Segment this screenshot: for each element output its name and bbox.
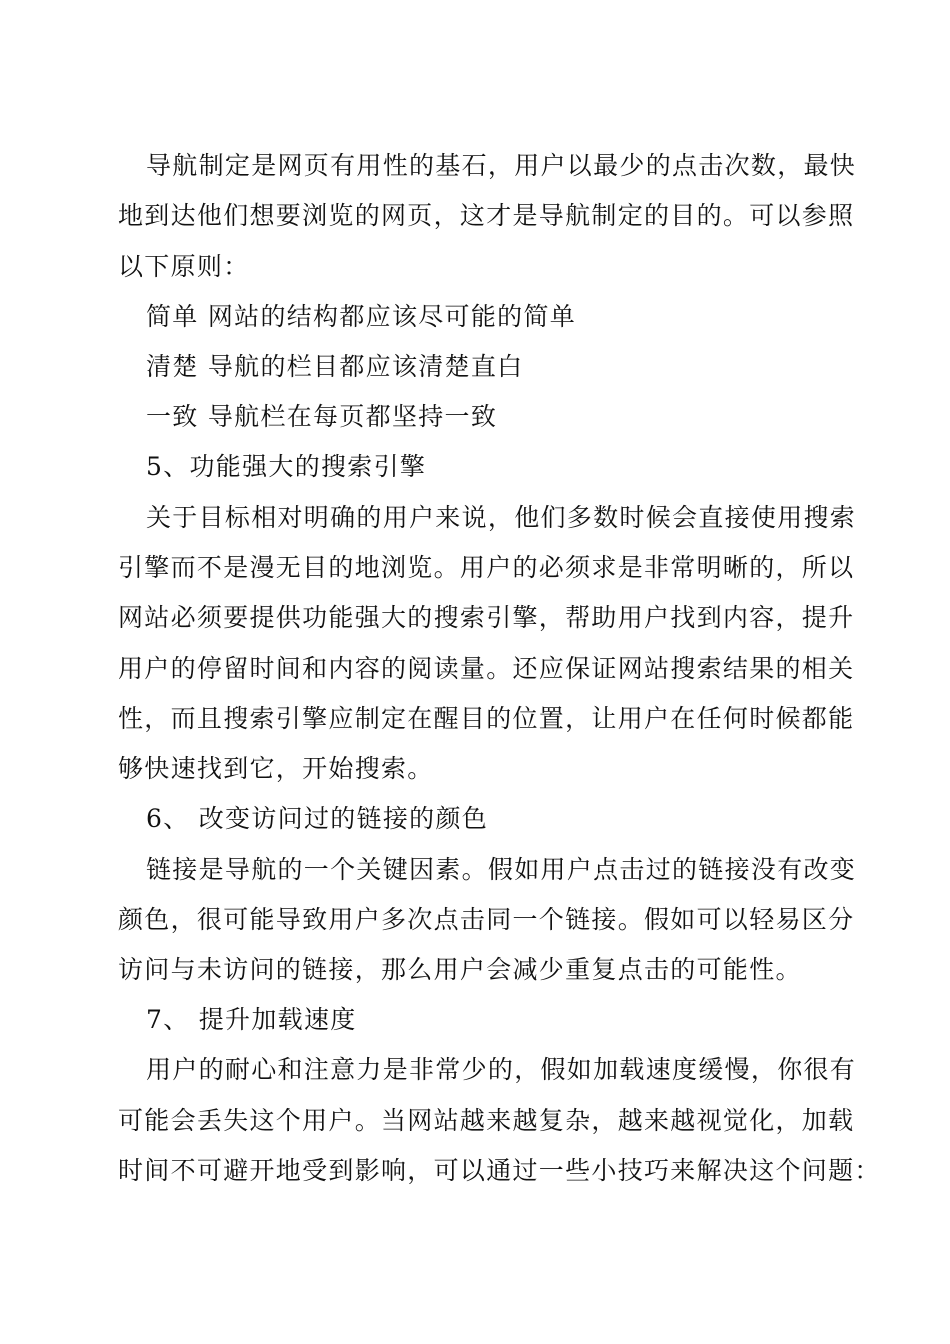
paragraph-line: 用户的耐心和注意力是非常少的，假如加载速度缓慢，你很有 [146,1055,857,1084]
paragraph-line: 时间不可避开地受到影响，可以通过一些小技巧来解决这个问题： [118,1156,881,1185]
paragraph-line: 关于目标相对明确的用户来说，他们多数时候会直接使用搜索 [146,503,857,532]
paragraph-line: 地到达他们想要浏览的网页，这才是导航制定的目的。可以参照 [118,201,855,230]
paragraph-line: 简单 网站的结构都应该尽可能的简单 [146,302,577,331]
paragraph-line: 访问与未访问的链接，那么用户会减少重复点击的可能性。 [118,955,802,984]
section-heading: 6、 改变访问过的链接的颜色 [146,804,489,833]
section-heading: 7、 提升加载速度 [146,1005,357,1034]
paragraph-line: 一致 导航栏在每页都坚持一致 [146,402,498,431]
paragraph-line: 用户的停留时间和内容的阅读量。还应保证网站搜索结果的相关 [118,654,855,683]
paragraph-line: 颜色，很可能导致用户多次点击同一个链接。假如可以轻易区分 [118,905,855,934]
paragraph-line: 网站必须要提供功能强大的搜索引擎，帮助用户找到内容，提升 [118,603,855,632]
paragraph-line: 链接是导航的一个关键因素。假如用户点击过的链接没有改变 [146,855,857,884]
paragraph-line: 够快速找到它，开始搜索。 [118,754,434,783]
paragraph-line: 性，而且搜索引擎应制定在醒目的位置，让用户在任何时候都能 [118,704,855,733]
section-heading: 5、功能强大的搜索引擎 [146,452,427,481]
paragraph-line: 以下原则： [118,252,250,281]
paragraph-line: 导航制定是网页有用性的基石，用户以最少的点击次数，最快 [146,151,857,180]
paragraph-line: 引擎而不是漫无目的地浏览。用户的必须求是非常明晰的，所以 [118,553,855,582]
paragraph-line: 可能会丢失这个用户。当网站越来越复杂，越来越视觉化，加载 [118,1106,855,1135]
paragraph-line: 清楚 导航的栏目都应该清楚直白 [146,352,524,381]
